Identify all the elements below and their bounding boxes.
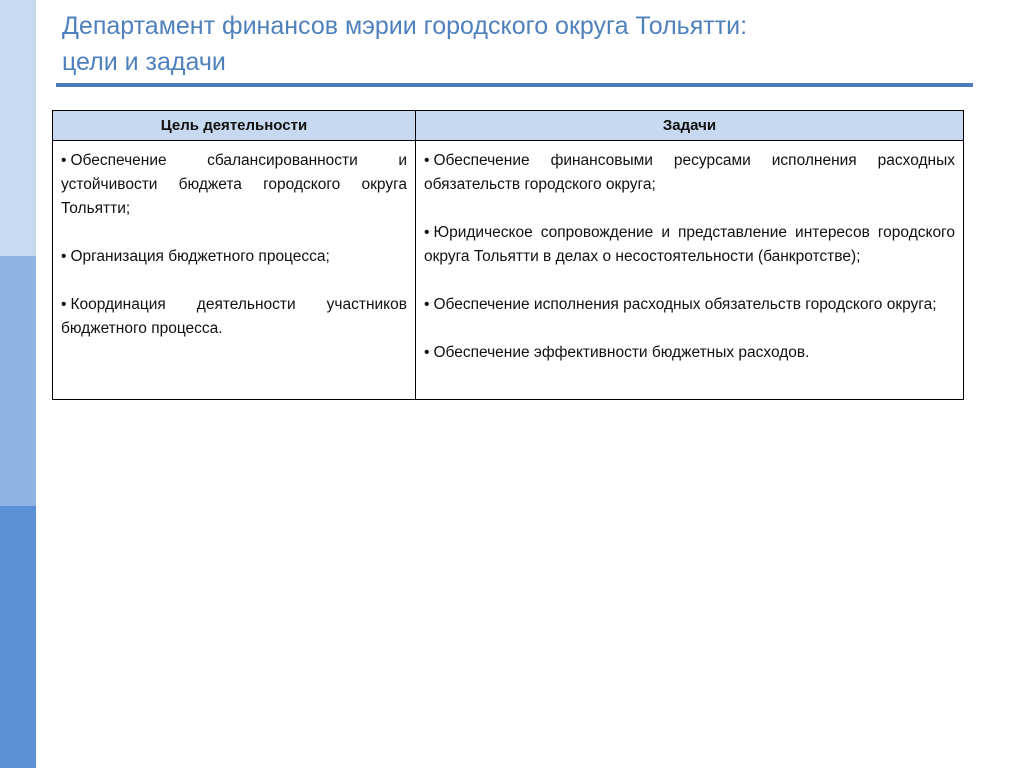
goal-item: [61, 293, 407, 341]
side-decoration-bar: [0, 0, 36, 768]
table-header-row: [53, 111, 964, 141]
goal-item-text: Координация деятельности участников бюджетного процесса.: [61, 296, 407, 337]
bullet: •: [61, 296, 67, 313]
bullet: •: [61, 248, 67, 265]
side-bar-segment-medium: [0, 256, 36, 506]
bullet: •: [424, 344, 430, 361]
side-bar-segment-light: [0, 0, 36, 256]
goals-cell: [53, 141, 416, 400]
goal-item: [61, 149, 407, 221]
tasks-cell: [416, 141, 964, 400]
goals-tasks-table: [52, 110, 964, 400]
slide-title-line-2: цели и задачи: [62, 48, 226, 76]
goal-item-text: Организация бюджетного процесса;: [70, 248, 330, 265]
side-bar-segment-dark: [0, 506, 36, 768]
slide-title-line-1: Департамент финансов мэрии городского округа Тольятти:: [62, 12, 748, 40]
header-tasks: Задачи: [416, 111, 964, 141]
slide-title: [62, 8, 962, 80]
task-item: [424, 293, 955, 317]
task-item: [424, 149, 955, 197]
bullet: •: [61, 152, 67, 169]
bullet: •: [424, 224, 430, 241]
title-underline: [56, 83, 973, 87]
task-item-text: Обеспечение исполнения расходных обязательств городского округа;: [433, 296, 937, 313]
task-item-text: Обеспечение финансовыми ресурсами исполнения расходных обязательств городского округа;: [424, 152, 955, 193]
bullet: •: [424, 296, 430, 313]
header-goals: Цель деятельности: [53, 111, 416, 141]
task-item-text: Юридическое сопровождение и представление интересов городского округа Тольятти в делах о несостоятельности (банкротстве);: [424, 224, 955, 265]
task-item: [424, 221, 955, 269]
task-item: [424, 341, 955, 365]
bullet: •: [424, 152, 430, 169]
table-row: [53, 141, 964, 400]
goal-item-text: Обеспечение сбалансированности и устойчивости бюджета городского округа Тольятти;: [61, 152, 407, 217]
task-item-text: Обеспечение эффективности бюджетных расходов.: [433, 344, 810, 361]
goal-item: [61, 245, 407, 269]
